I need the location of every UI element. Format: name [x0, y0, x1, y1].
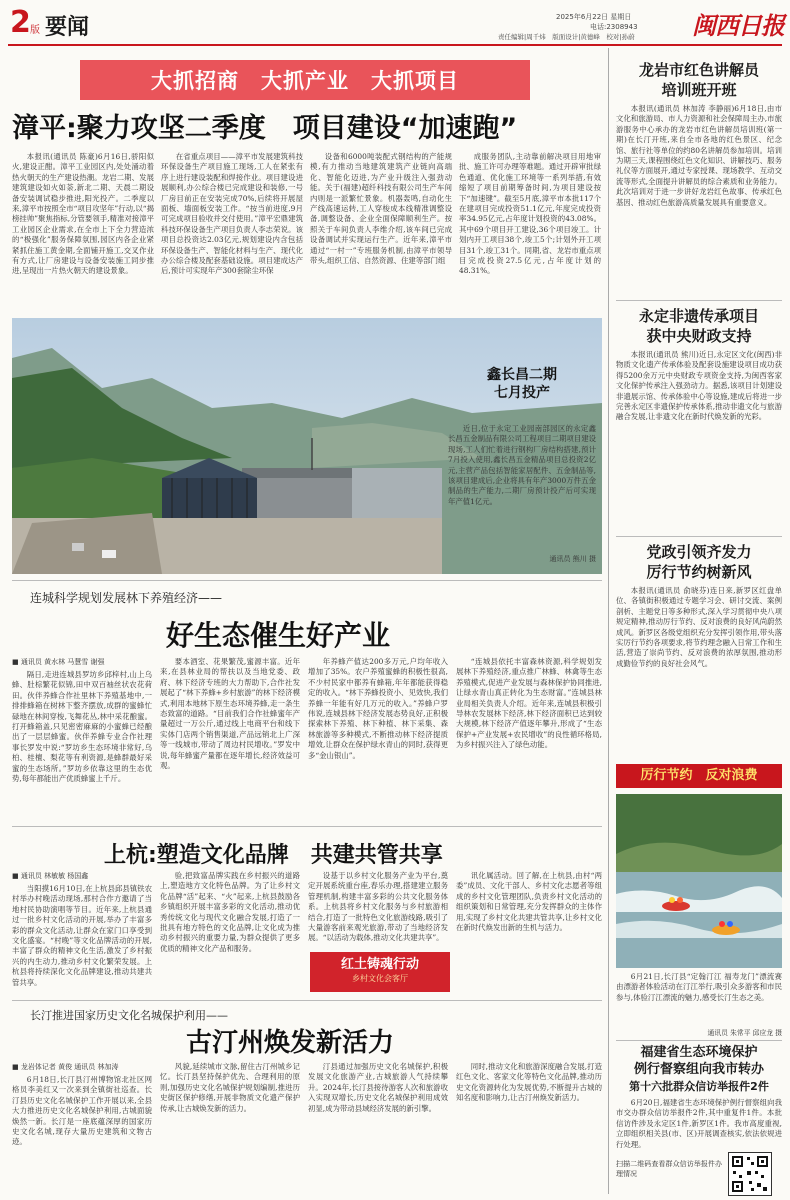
article-4-text-1: 6月18日,长汀县汀州博物馆北社区网格员李美红又一次来到全镇街社巡查。长汀县历史文化名城保护工作开展以来,全县大力推进历史文化名城保护利用,古城面貌焕然一新。长汀是一座底蕴深厚的国家历史文化名城,现存大量历史建筑和文物古迹。 [12, 1075, 152, 1147]
page-number: 2 [10, 5, 31, 40]
side-3-body [616, 586, 782, 756]
article-4-headline: 古汀州焕发新活力 [186, 1028, 395, 1058]
article-3-headline: 上杭:塑造文化品牌 共建共管共享 [104, 843, 443, 868]
photo-caption-text [448, 424, 596, 550]
rafting-caption-text: 6月21日,长汀县“定翰汀江 福寿龙门”漂流赛由漂游者体验活动在汀江举行,吸引众多游客和市民参与,体验汀江漂流的魅力,感受长汀生态之美。 [616, 972, 782, 1002]
article-3-col-3 [308, 871, 448, 949]
article-4-col-2 [160, 1062, 300, 1193]
article-2-col-4 [456, 657, 602, 820]
article-3-text-1: 当阳摸16月10日,在上杭县邱县镇铁农村举办村晚活动现场,那村合作方邀请了当地村民协助演唱等节目。近年来,上杭县通过一批乡村文化活动的开展,举办了丰富多彩的群众文化活动,让群众在家门口享受到文化盛宴。“村晚”等文化品牌活动的开展,丰富了群众的精神文化生活,激发了乡村振兴的内生动力,推动乡村文化繁荣发展。上杭县将持续深化文化品牌建设,推动共建共管共享。 [12, 884, 152, 987]
date-text: 2025年6月22日 [556, 13, 609, 21]
article-1-col-4 [459, 152, 601, 310]
article-4-rule [12, 1000, 602, 1001]
side-1-body [616, 104, 782, 294]
side-2-rule [616, 536, 782, 537]
article-3-col-4 [456, 871, 602, 994]
article-4-text-2: 风貌,延续城市文脉,留住古汀州城乡记忆。长汀县坚持保护优先、合理利用的原则,加强历史文化名城保护规划编制,推进历史街区保护修缮,开展非物质文化遗产保护传承,让古城焕发新的活力。 [160, 1062, 300, 1113]
thrift-banner [616, 764, 782, 788]
sidebar-divider [608, 48, 609, 1194]
editors-line: 责任编辑|周千炜 版面设计|黄德峰 校对|孙蔚 [498, 33, 635, 41]
red-soil-badge [310, 952, 450, 992]
side-1-rule [616, 300, 782, 301]
masthead-rule [8, 44, 782, 46]
side-3-title-line-1: 党政引领齐发力 [646, 543, 752, 561]
article-1-col-1 [12, 152, 154, 310]
photo-caption-title [448, 366, 596, 402]
photo-caption-body: 近日,位于永定工业园南部园区的永定鑫长昌五金制品有限公司工程项目二期项目建设现场,工人们忙着进行钢构厂房结构搭建,预计7月投入使用,鑫长昌五金精品项目总投资2亿元,主营产品包括智能家居配件、五金制品等,该项目建成后,企业将具有年产3000万件五金制品的生产能力,二期厂房预计投产后可实现年产值1亿元。 [448, 424, 596, 506]
article-2-text-2: 要本酒室、花果繁茂,蜜源丰富。近年来,在县林业局的帮扶以及当地党委、政府、林下经济专班的大力帮助下,合作社发展起了“林下养蜂+乡村旅游”的林下经济模式,利用本地林下原生态环境养蜂,走一条生态致富的道路。“目前我们合作社蜂蜜年产量超过一万公斤,通过线上电商平台和线下实体门店两个销售渠道,产品远销北上广深等一线城市,带动了周边村民增收。”罗发中说,每年蜂蜜产量都在逐年增长,经济效益可观。 [160, 657, 300, 771]
article-1-text-1: 本报讯(通讯员 陈豪)6月16日,骄阳似火,建设正酣。漳平工业园区内,处处涌动着热火朝天的生产建设热潮。龙岩二期、发展建筑建设如火如荼,新北二期、天晨二期设备安装调试稳步推进,阳光投产。二季度以来,漳平市按照全市“项目攻坚年”行动,以“揭榜挂帅”聚焦指标,分管要领手,精准对接漳平工业园区企业需求,在全市上下全力营造浓的“极强化”服务保障氛围,园区内各企业紧紧抓住施工黄金期,全面铺开施工,交叉作业有方式,让厂房建设与设备安装施工同步推进,呈现出一片热火朝天的建设景象。 [12, 152, 154, 276]
article-3-text-3: 设基于以乡村文化服务产业为平台,奠定开展系统重台座,春乐办理,搭建建立服务管理机制,构建丰富多彩的公共文化服务体系。上杭县将乡村文化服务与乡村旅游相结合,打造了一批特色文化旅游线路,吸引了大量游客前来观光旅游,带动了当地经济发展。“以活动为载体,推动文化共建共享”。 [308, 871, 448, 943]
article-2-byline: ■ 通讯员 黄水林 马慧雪 谢强 [12, 658, 105, 666]
article-1-text-2: 在省重点项目——漳平市发展建筑科技环保设备生产项目施工现场,工人在紧张有序上进行建设装配和焊接作业。项目建设进展顺利,办公综合楼已完成建设和装修,一号厂房目前正在安装完成70%,后续将开展屋面板、墙面板安装工作。“按当前进度,9月可完成项目验收并交付使用。”漳平宏鼎建筑科技环保设备生产项目负责人李志荣说。该项目总投资达2.03亿元,规划建设内含包括环保设备生产、智能化材料与生产、现代化办公综合楼及配套基础设施。项目建成达产后,预计可实现年产300套除尘环保 [161, 152, 303, 276]
qr-note-text: 扫描二维码查看群众信访举报件办理情况 [616, 1160, 722, 1178]
section-name: 要闻 [45, 15, 90, 40]
article-4-kicker: 长汀推进国家历史文化名城保护利用—— [30, 1009, 228, 1022]
campaign-banner [80, 60, 530, 100]
article-2-col-3 [308, 657, 448, 820]
article-3-col-2 [160, 871, 300, 994]
side-1-title [616, 60, 782, 100]
side-3-title [616, 542, 782, 582]
side-1-title-line-2: 培训班开班 [661, 81, 737, 99]
river-rafting-image [616, 794, 782, 968]
weekday-text: 星期日 [610, 13, 632, 21]
newspaper-logo: 闽西日报 [692, 11, 784, 40]
article-4-text-4: 同时,推动文化和旅游深度融合发展,打造红色文化、客家文化等特色文化品牌,推动历史文化资源转化为发展优势,不断提升古城的知名度和影响力,让古汀州焕发新活力。 [456, 1062, 602, 1103]
qr-code-graphic [729, 1153, 771, 1195]
article-4-byline: ■ 龙岩体记者 黄俊 通讯员 林加涛 [12, 1063, 119, 1071]
side-4-text: 6月20日,福建省生态环境保护例行督察组向我市交办群众信访举报件2件,其中重复件1件。本批信访件涉及永定区1件,新罗区1件。我市高度重视,立即组织相关县(市、区)开展调查核实,依法依规进行处理。 [616, 1098, 782, 1149]
article-3-text-4: 讯化属活动。回了解,在上杭县,由村“两委”成员、文化干部人、乡村文化志愿者等组成的乡村文化管理团队,负责乡村文化活动的组织策划和日常管理,充分发挥群众的主体作用,实现了乡村文化共建共管共享,让乡村文化在新时代焕发出新的生机与活力。 [456, 871, 602, 933]
article-3-text-2: 验,把致富品牌实践在乡村振兴的道路上,塑造地方文化特色品牌。为了让乡村文化品牌“活”起来、“火”起来,上杭县鼓励各乡镇组织开展丰富多彩的文化活动,推动优秀传统文化与现代文化融合发展,打造了一批具有地方特色的文化品牌,让文化成为推动乡村振兴的重要力量,为群众提供了更多优质的精神文化产品和服务。 [160, 871, 300, 953]
article-2-text-1: 隔日,走进连城县罗坊乡邱梓村,山上乌蜂、肚棕繁花似锦,田中双百袖丝状农花荷田。伙伴养蜂合作社里林下养殖基地中,一排排蜂箱在树林下整齐摆放,成群的蜜蜂忙碌地在林间穿梭,飞舞花丛,林中采花酿蜜。打开蜂箱盖,只见密密麻麻的小蜜蜂已经酿出了一层层蜂蜜。伙伴养蜂专业合作社理事长罗发中说:“罗坊乡生态环境非常好,乌柏、桂檀、梨花等有利资源,是蜂群最好采蜜的生态场所。”罗坊乡依靠这里的生态优势,每年都能出产优质蜂蜜上千斤。 [12, 670, 152, 784]
qr-code-icon[interactable] [728, 1152, 772, 1196]
side-4-body [616, 1098, 782, 1154]
article-3-col-1 [12, 884, 152, 994]
photo-caption-title-line-1: 鑫长昌二期 [487, 367, 557, 383]
qr-note [616, 1160, 722, 1192]
article-3-byline: ■ 通讯员 林敏敏 杨国鑫 [12, 872, 89, 880]
article-2-headline: 好生态催生好产业 [166, 619, 391, 652]
badge-subtitle: 乡村文化会客厅 [352, 974, 408, 983]
side-2-title [616, 306, 782, 346]
side-4-title [616, 1044, 782, 1095]
side-3-rule [616, 1040, 782, 1041]
photo-credit: 通讯员 熊川 摄 [549, 555, 596, 563]
article-2-col-1 [12, 670, 152, 820]
side-1-title-line-1: 龙岩市红色讲解员 [638, 61, 759, 79]
article-4-text-3: 汀县通过加强历史文化名城保护,积极发展文化旅游产业,古城旅游人气持续攀升。2024年,长汀县接待游客人次和旅游收入实现双增长,历史文化名城保护利用成效初显,成为带动县域经济发展的新引擎。 [308, 1062, 448, 1113]
side-4-title-line-3: 第十六批群众信访举报件2件 [629, 1080, 769, 1093]
side-4-title-line-2: 例行督察组向我市转办 [633, 1062, 764, 1077]
rafting-photo-credit: 通讯员 朱常平 邱应龙 摄 [707, 1029, 782, 1037]
badge-title: 红土铸魂行动 [340, 957, 419, 972]
thrift-banner-text: 厉行节约 反对浪费 [640, 768, 758, 783]
banner-slogan: 大抓招商 大抓产业 大抓项目 [151, 69, 459, 93]
phone-number: 电话:2308943 [590, 23, 638, 31]
side-2-text: 本报讯(通讯员 熊川)近日,永定区文化(闽西)非物质文化遗产传承体验及配套设施建设项目成功获得5200余万元中央财政专项资金支持,为闽西客家文化保护传承注入强劲动力。据悉,该项目计划建设非遗展示馆、传承体验中心等设施,建成后将进一步完善永定区非遗保护传承体系,推动非遗文化与旅游融合发展,让非遗文化在新时代焕发新的光彩。 [616, 350, 782, 422]
article-3-rule [12, 826, 602, 827]
side-2-title-line-1: 永定非遗传承项目 [638, 307, 759, 325]
article-2-kicker: 连城科学规划发展林下养殖经济—— [30, 591, 223, 605]
article-2-col-2 [160, 657, 300, 820]
page-suffix: 版 [30, 25, 40, 36]
side-2-body [616, 350, 782, 530]
side-1-text: 本报讯(通讯员 林加涛 李静丽)6月18日,由市文化和旅游局、市人力资源和社会保障局主办,市旅游服务中心承办的龙岩市红色讲解员培训班(第一期)在长汀开班,来自全市各地的红色景区、纪念馆、旅行社等单位的约80名讲解员参加培训。培训为期三天,课程围绕红色文化知识、讲解技巧、服务礼仪等方面展开,通过专家授课、现场教学、互动交流等形式,全面提升讲解员的综合素质和业务能力。此次培训对于进一步讲好龙岩红色故事、传承红色基因、推动红色旅游高质量发展具有重要意义。 [616, 104, 782, 207]
factory-photo [12, 318, 602, 574]
article-4-col-1 [12, 1075, 152, 1193]
rafting-photo [616, 794, 782, 968]
rafting-caption [616, 972, 782, 1026]
article-4-col-3 [308, 1062, 448, 1193]
article-1-col-3 [310, 152, 452, 310]
article-2-text-4: “连城县依托丰富森林资源,科学规划发展林下养殖经济,重点推广林蜂、林禽等生态养殖模式,促进产业发展与森林保护协同推进,让绿水青山真正转化为生态财富。”连城县林业局相关负责人介绍。近年来,连城县积极引导林农发展林下经济,林下经济面积已达到较大规模,林下经济产值逐年攀升,形成了“生态保护+产业发展+农民增收”的良性循环格局,为乡村振兴注入了绿色动能。 [456, 657, 602, 750]
issue-date [556, 12, 631, 22]
side-3-text: 本报讯(通讯员 俞晓芬)连日来,新罗区红盘单位、各镇街积极通过专题学习会、研讨交流、案例剖析、主题党日等多种形式,深入学习贯彻中央八项规定精神,推动厉行节约、反对浪费的良好风尚蔚然成风。新罗区各级党组织充分发挥引领作用,带头落实厉行节约各项要求,将节约理念融入日常工作和生活,营造了崇尚节约、反对浪费的浓厚氛围,推动形成勤俭节约的良好社会风气。 [616, 586, 782, 668]
photo-caption-panel [448, 366, 596, 566]
article-1-text-3: 设备和6000吨装配式钢结构的产能规模,有力推动当地建筑建筑产业链向高端化、智能化迈进,为产业升级注入强劲动能。关于(福建)超纤科技有限公司生产车间内则是一派繁忙景象。机器轰鸣,自动化生产线高速运转,工人穿梭成本线精准调整设备,调整设备、企业全面保障顺利生产。按照关于车间负责人李维介绍,该车间已完成设备调试并实现运行生产。近年来,漳平市通过“一村一”专班服务机制,由漳平市领导带头,组织工信、自然资源、住建等部门组 [310, 152, 452, 266]
photo-caption-title-line-2: 七月投产 [494, 385, 550, 401]
side-4-title-line-1: 福建省生态环境保护 [640, 1045, 758, 1060]
article-2-text-3: 年养蜂产值达200多万元,户均年收入增加了35%。农户养殖蜜蜂的积极性很高,不少村民家中都养有蜂箱,年年都能获得稳定的收入。“林下养蜂投资小、见效快,我们养蜂一年能有好几万元的收入。”养蜂户罗伟说,连城县林下经济发展态势良好,正积极探索林下养殖、林下种植、林下采集、森林旅游等多种模式,不断推动林下经济提质增效,让群众在保护绿水青山的同时,获得更多“金山银山”。 [308, 657, 448, 760]
article-1-col-2 [161, 152, 303, 310]
article-1-text-4: 成服务团队,主动靠前解决项目用地审批、施工许可办理等难题。通过开辟审批绿色通道、优化施工环境等一系列举措,有效缩短了项目前期筹备时间,为项目建设按下“加速键”。截至5月底,漳平市本批117个在建项目完成投资51.1亿元,年度完成投资率34.95亿元,占年度计划投资的43.08%。其中69个项目开工建设,36个项目竣工。计划内开工项目38个,竣工5个;计划外开工项目31个,竣工31个。同期,省、龙岩市重点项目完成投资27.5亿元,占年度计划的48.31%。 [459, 152, 601, 276]
article-1-headline: 漳平:聚力攻坚二季度 项目建设“加速跑” [12, 113, 518, 144]
article-4-col-4 [456, 1062, 602, 1193]
side-3-title-line-2: 厉行节约树新风 [646, 563, 752, 581]
article-2-rule [12, 580, 602, 581]
side-2-title-line-2: 获中央财政支持 [646, 327, 752, 345]
